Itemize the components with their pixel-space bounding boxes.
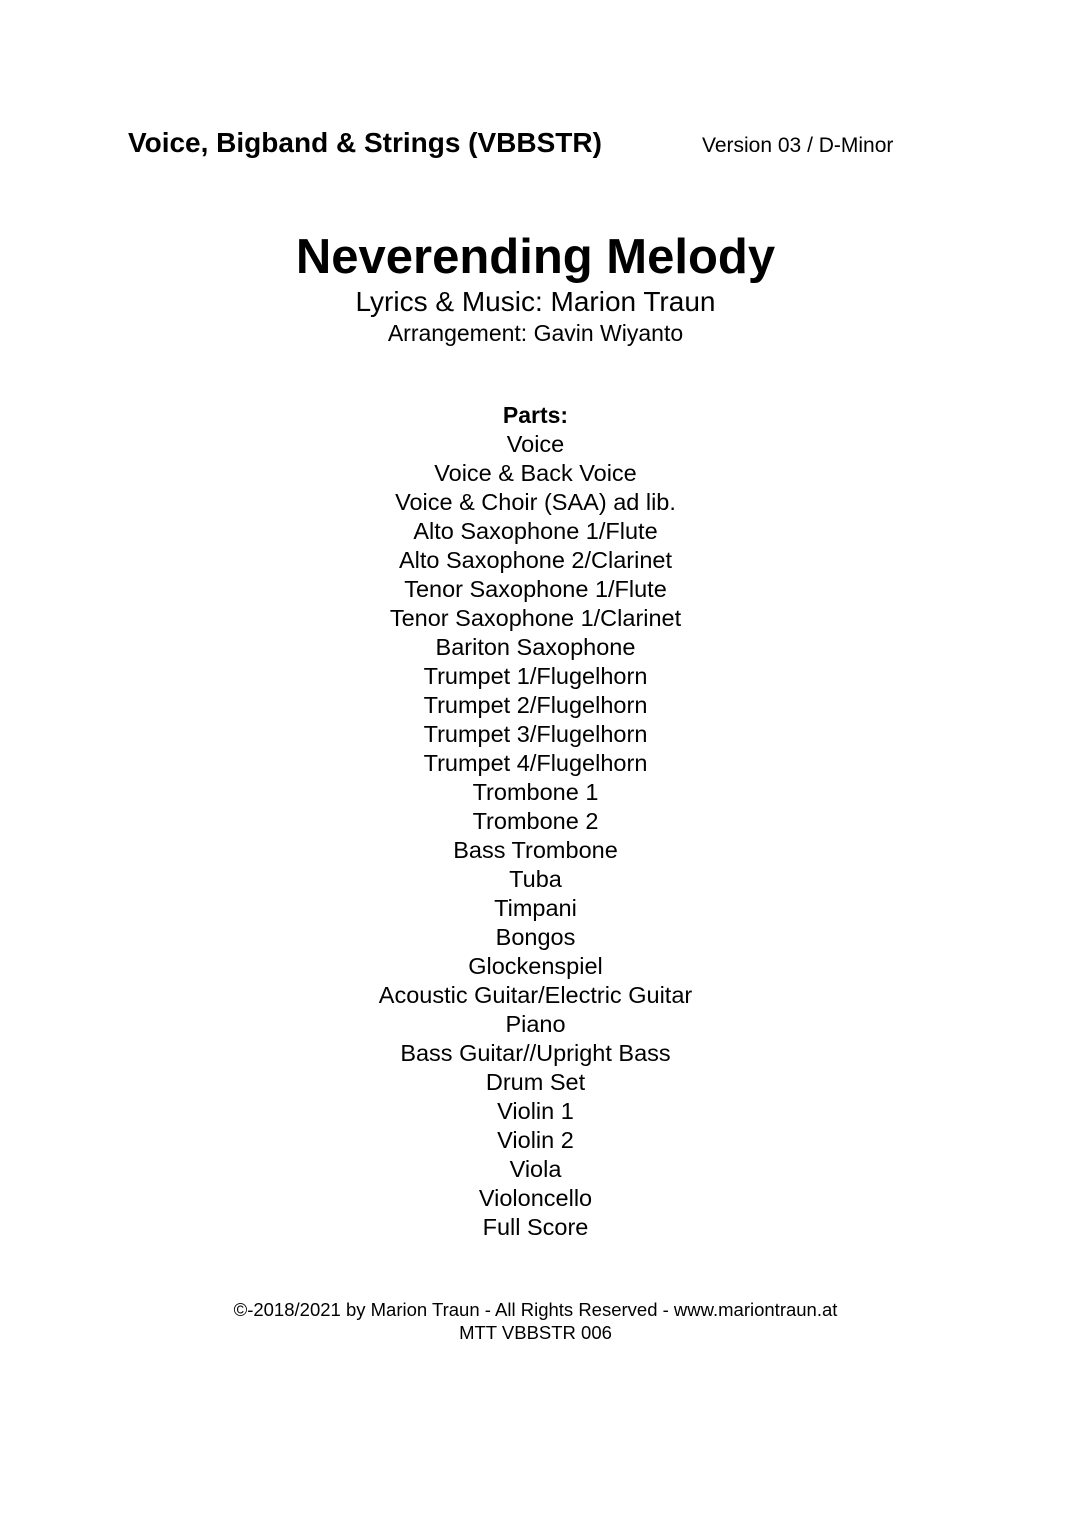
lyrics-music-credit: Lyrics & Music: Marion Traun bbox=[355, 286, 716, 317]
part-item: Viola bbox=[509, 1156, 562, 1182]
copyright-notice: ©-2018/2021 by Marion Traun - All Rights Reserved - www.mariontraun.at bbox=[233, 1299, 838, 1320]
part-item: Violin 2 bbox=[497, 1127, 574, 1153]
part-item: Tenor Saxophone 1/Flute bbox=[404, 576, 667, 602]
part-item: Trumpet 1/Flugelhorn bbox=[423, 663, 648, 689]
part-item: Trombone 2 bbox=[472, 808, 599, 834]
part-item: Violoncello bbox=[478, 1185, 593, 1211]
parts-list bbox=[0, 430, 1071, 1242]
part-item: Trumpet 3/Flugelhorn bbox=[423, 721, 648, 747]
part-item: Full Score bbox=[482, 1214, 589, 1240]
part-item: Acoustic Guitar/Electric Guitar bbox=[378, 982, 693, 1008]
part-item: Voice bbox=[506, 431, 565, 457]
part-item: Trumpet 4/Flugelhorn bbox=[423, 750, 648, 776]
part-item: Bass Trombone bbox=[453, 837, 618, 863]
part-item: Trombone 1 bbox=[472, 779, 599, 805]
part-item: Trumpet 2/Flugelhorn bbox=[423, 692, 648, 718]
arrangement-credit: Arrangement: Gavin Wiyanto bbox=[387, 320, 684, 346]
part-item: Glockenspiel bbox=[468, 953, 603, 979]
part-item: Alto Saxophone 2/Clarinet bbox=[398, 547, 673, 573]
part-item: Bass Guitar//Upright Bass bbox=[400, 1040, 671, 1066]
part-item: Drum Set bbox=[485, 1069, 586, 1095]
part-item: Bongos bbox=[495, 924, 576, 950]
part-item: Voice & Choir (SAA) ad lib. bbox=[395, 489, 676, 515]
part-item: Violin 1 bbox=[497, 1098, 574, 1124]
part-item: Tuba bbox=[509, 866, 562, 892]
part-item: Timpani bbox=[494, 895, 577, 921]
part-item: Tenor Saxophone 1/Clarinet bbox=[389, 605, 682, 631]
version-label: Version 03 / D-Minor bbox=[702, 134, 894, 157]
part-item: Voice & Back Voice bbox=[434, 460, 637, 486]
ensemble-label: Voice, Bigband & Strings (VBBSTR) bbox=[128, 127, 602, 158]
parts-heading: Parts: bbox=[502, 402, 569, 428]
part-item: Piano bbox=[505, 1011, 566, 1037]
catalog-number: MTT VBBSTR 006 bbox=[459, 1322, 612, 1343]
page-title: Neverending Melody bbox=[295, 230, 776, 284]
part-item: Bariton Saxophone bbox=[435, 634, 636, 660]
part-item: Alto Saxophone 1/Flute bbox=[413, 518, 658, 544]
